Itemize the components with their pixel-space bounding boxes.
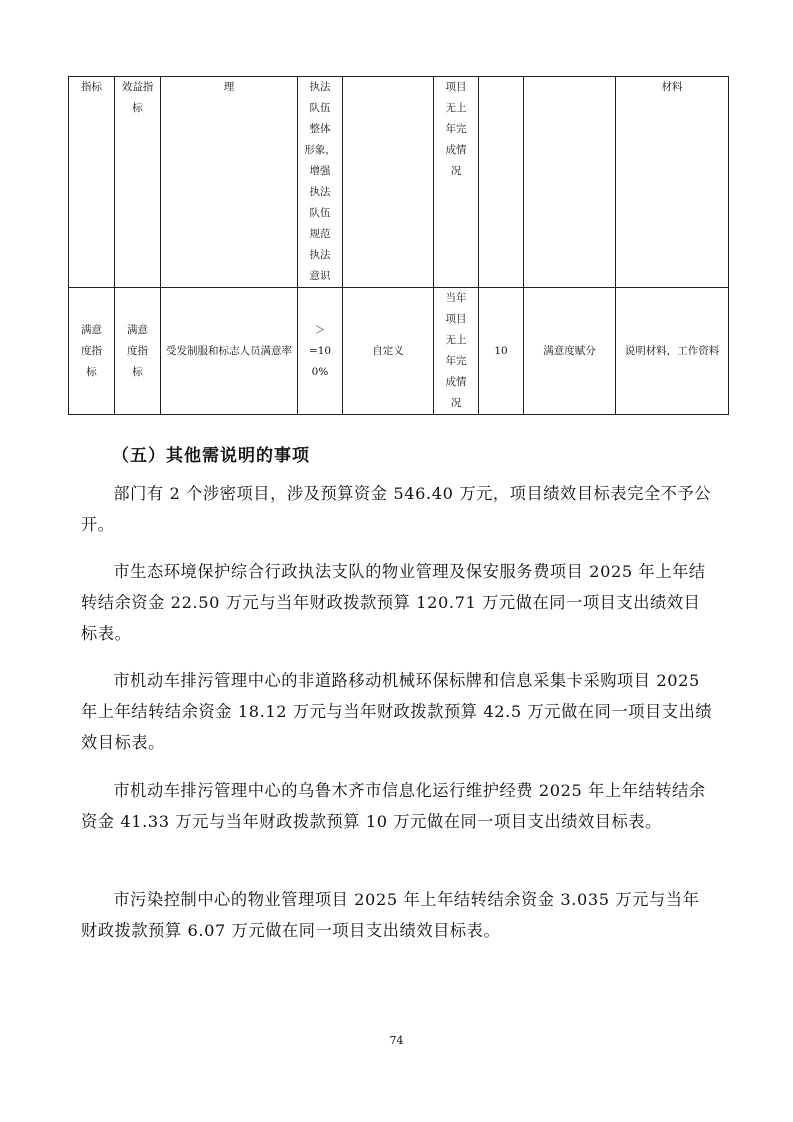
cell: 理 xyxy=(161,77,298,288)
table-row xyxy=(69,77,729,288)
cell: 说明材料，工作资料 xyxy=(616,288,729,415)
cell: 满意度赋分 xyxy=(524,288,616,415)
cell: 受发制服和标志人员满意率 xyxy=(161,288,298,415)
cell: 材料 xyxy=(616,77,729,288)
page-number: 74 xyxy=(389,1034,404,1047)
cell xyxy=(479,77,524,288)
cell xyxy=(343,77,434,288)
paragraph: 部门有 2 个涉密项目，涉及预算资金 546.40 万元，项目绩效目标表完全不予公开。 xyxy=(81,484,712,534)
performance-table xyxy=(68,76,729,415)
paragraph: 市机动车排污管理中心的非道路移动机械环保标牌和信息采集卡采购项目 2025 年上年结转结余资金 18.12 万元与当年财政拨款预算 42.5 万元做在同一项目支出绩效目标表。 xyxy=(81,671,713,752)
cell: 项目 无上 年完 成情 况 xyxy=(434,77,479,288)
paragraph: 市生态环境保护综合行政执法支队的物业管理及保安服务费项目 2025 年上年结转结余资金 22.50 万元与当年财政拨款预算 120.71 万元做在同一项目支出绩效目标表。 xyxy=(81,562,706,643)
cell: 10 xyxy=(479,288,524,415)
cell: 满意 度指 标 xyxy=(115,288,161,415)
section-heading: （五）其他需说明的事项 xyxy=(112,446,310,466)
cell: ＞ =100% xyxy=(298,288,343,415)
cell: 自定义 xyxy=(343,288,434,415)
paragraph: 市机动车排污管理中心的乌鲁木齐市信息化运行维护经费 2025 年上年结转结余资金 41.33 万元与当年财政拨款预算 10 万元做在同一项目支出绩效目标表。 xyxy=(81,781,706,831)
table-row xyxy=(69,288,729,415)
cell: 当年 项目 无上 年完 成情 况 xyxy=(434,288,479,415)
cell: 满意 度指 标 xyxy=(69,288,115,415)
cell: 指标 xyxy=(69,77,115,288)
paragraph: 市污染控制中心的物业管理项目 2025 年上年结转结余资金 3.035 万元与当年财政拨款预算 6.07 万元做在同一项目支出绩效目标表。 xyxy=(81,890,700,940)
cell: 执法 队伍 整体 形象， 增强 执法 队伍 规范 执法 意识 xyxy=(298,77,343,288)
cell xyxy=(524,77,616,288)
cell: 效益指标 xyxy=(115,77,161,288)
